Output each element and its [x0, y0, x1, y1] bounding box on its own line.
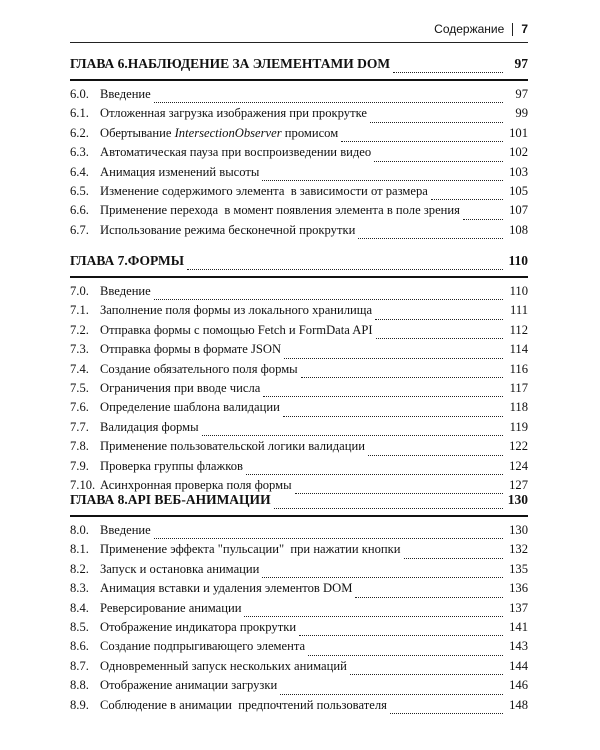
- entry-title: Асинхронная проверка поля формы: [100, 477, 292, 492]
- toc-entry[interactable]: [70, 420, 528, 439]
- toc-entry[interactable]: [70, 639, 528, 658]
- toc-entry[interactable]: [70, 439, 528, 458]
- entry-number: 7.3.: [70, 342, 89, 357]
- entry-page-number: 116: [509, 361, 528, 376]
- entry-number: 6.6.: [70, 203, 89, 218]
- toc-entry[interactable]: [70, 562, 528, 581]
- entry-number: 7.1.: [70, 303, 89, 318]
- entry-page-number: 135: [509, 561, 528, 576]
- entry-title: Применение перехода в момент появления элемента в поле зрения: [100, 203, 460, 218]
- toc-entry[interactable]: [70, 459, 528, 478]
- entry-title: Определение шаблона валидации: [100, 400, 280, 415]
- entry-title: Соблюдение в анимации предпочтений пользователя: [100, 697, 387, 712]
- entry-title-post: промисом: [281, 125, 339, 140]
- chapter-title-prefix: ГЛАВА 8.: [70, 492, 128, 507]
- entry-number: 7.9.: [70, 458, 89, 473]
- entry-page-number: 119: [509, 419, 528, 434]
- entry-title: Отложенная загрузка изображения при прокрутке: [100, 106, 367, 121]
- entry-title: Отправка формы с помощью Fetch и FormData API: [100, 322, 373, 337]
- toc-entry[interactable]: [70, 362, 528, 381]
- entry-number: 6.3.: [70, 145, 89, 160]
- entry-page-number: 137: [509, 600, 528, 615]
- entry-title: Одновременный запуск нескольких анимаций: [100, 658, 347, 673]
- entry-title: Заполнение поля формы из локального хранилища: [100, 303, 373, 318]
- entry-title: Создание подпрыгивающего элемента: [100, 639, 306, 654]
- chapter-heading[interactable]: [70, 56, 528, 76]
- entry-page-number: 146: [509, 678, 528, 693]
- entry-page-number: 143: [509, 639, 528, 654]
- entry-page-number: 144: [509, 658, 528, 673]
- entry-number: 8.8.: [70, 678, 89, 693]
- entry-title: Проверка группы флажков: [100, 458, 243, 473]
- toc-entry[interactable]: [70, 303, 528, 322]
- entry-title: Ограничения при вводе числа: [100, 380, 261, 395]
- dot-leader: [404, 558, 504, 559]
- entry-number: 8.7.: [70, 658, 89, 673]
- dot-leader: [274, 508, 503, 509]
- entry-number: 8.1.: [70, 542, 89, 557]
- dot-leader: [370, 122, 503, 123]
- chapter-7: [70, 253, 528, 497]
- dot-leader: [284, 358, 503, 359]
- toc-entry[interactable]: [70, 284, 528, 303]
- chapter-6: [70, 56, 528, 242]
- dot-leader: [263, 396, 503, 397]
- entry-title: Автоматическая пауза при воспроизведении видео: [100, 145, 372, 160]
- toc-entry[interactable]: [70, 323, 528, 342]
- entry-title: Применение эффекта "пульсации" при нажатии кнопки: [100, 542, 401, 557]
- entry-title: Изменение содержимого элемента в зависимости от размера: [100, 183, 428, 198]
- entry-number: 8.2.: [70, 561, 89, 576]
- toc-entry[interactable]: [70, 203, 528, 222]
- entry-title: Отправка формы в формате JSON: [100, 342, 282, 357]
- dot-leader: [376, 338, 503, 339]
- entry-title-pre: Обертывание: [100, 125, 175, 140]
- toc-entry[interactable]: [70, 223, 528, 242]
- entry-page-number: 118: [509, 400, 528, 415]
- toc-entry[interactable]: [70, 87, 528, 106]
- entry-number: 6.1.: [70, 106, 89, 121]
- chapter-8: [70, 492, 528, 717]
- chapter-heading[interactable]: [70, 492, 528, 512]
- dot-leader: [244, 616, 503, 617]
- toc-entry[interactable]: [70, 620, 528, 639]
- running-header-divider: [512, 23, 513, 36]
- entry-number: 7.4.: [70, 361, 89, 376]
- chapter-divider: [70, 79, 528, 81]
- dot-leader: [202, 435, 503, 436]
- entry-number: 7.0.: [70, 284, 89, 298]
- toc-entry[interactable]: [70, 126, 528, 145]
- dot-leader: [262, 180, 503, 181]
- entry-title: Введение: [100, 523, 151, 537]
- entry-page-number: 97: [515, 87, 528, 101]
- dot-leader: [154, 102, 503, 103]
- toc-entry[interactable]: [70, 601, 528, 620]
- entry-page-number: 112: [509, 322, 528, 337]
- entry-page-number: 141: [509, 619, 528, 634]
- chapter-page-number: 97: [514, 56, 528, 71]
- chapter-page-number: 110: [508, 253, 528, 268]
- entry-page-number: 122: [509, 439, 528, 454]
- entry-title: Отображение индикатора прокрутки: [100, 619, 297, 634]
- dot-leader: [463, 219, 503, 220]
- chapter-title: ФОРМЫ: [127, 253, 185, 268]
- chapter-title-prefix: ГЛАВА 7.: [70, 253, 128, 268]
- entry-page-number: 124: [509, 458, 528, 473]
- entry-number: 6.4.: [70, 164, 89, 179]
- dot-leader: [308, 655, 503, 656]
- dot-leader: [187, 269, 503, 270]
- dot-leader: [246, 474, 503, 475]
- dot-leader: [341, 141, 503, 142]
- chapter-title: НАБЛЮДЕНИЕ ЗА ЭЛЕМЕНТАМИ DOM: [127, 56, 391, 71]
- entry-number: 8.0.: [70, 523, 89, 537]
- entry-page-number: 105: [509, 183, 528, 198]
- toc-entry[interactable]: [70, 381, 528, 400]
- dot-leader: [390, 713, 503, 714]
- chapter-title: API ВЕБ-АНИМАЦИИ: [127, 492, 271, 507]
- dot-leader: [262, 577, 503, 578]
- entry-page-number: 132: [509, 542, 528, 557]
- entry-page-number: 107: [509, 203, 528, 218]
- toc-entry[interactable]: [70, 400, 528, 419]
- entry-title: Запуск и остановка анимации: [100, 561, 260, 576]
- entry-number: 6.2.: [70, 125, 89, 140]
- running-header: [70, 22, 528, 43]
- entry-page-number: 101: [509, 125, 528, 140]
- entry-number: 7.6.: [70, 400, 89, 415]
- entry-title: Создание обязательного поля формы: [100, 361, 298, 376]
- dot-leader: [368, 455, 503, 456]
- running-header-page-number: 7: [521, 22, 528, 36]
- dot-leader: [154, 299, 503, 300]
- entry-number: 8.3.: [70, 581, 89, 596]
- entry-page-number: 111: [510, 303, 528, 318]
- entry-page-number: 130: [509, 523, 528, 537]
- entry-page-number: 103: [509, 164, 528, 179]
- dot-leader: [375, 319, 503, 320]
- entry-page-number: 108: [509, 222, 528, 237]
- entry-page-number: 110: [509, 284, 528, 298]
- entry-number: 7.8.: [70, 439, 89, 454]
- entry-number: 8.5.: [70, 619, 89, 634]
- toc-entry[interactable]: [70, 184, 528, 203]
- toc-entry[interactable]: [70, 678, 528, 697]
- toc-entry[interactable]: [70, 106, 528, 125]
- dot-leader: [350, 674, 503, 675]
- toc-entry[interactable]: [70, 698, 528, 717]
- toc-entry[interactable]: [70, 145, 528, 164]
- entry-number: 6.7.: [70, 222, 89, 237]
- dot-leader: [299, 635, 503, 636]
- entry-page-number: 127: [509, 477, 528, 492]
- toc-entry[interactable]: [70, 165, 528, 184]
- dot-leader: [355, 597, 503, 598]
- dot-leader: [358, 238, 503, 239]
- entry-title: Использование режима бесконечной прокрутки: [100, 222, 356, 237]
- dot-leader: [374, 161, 503, 162]
- entry-page-number: 136: [509, 581, 528, 596]
- running-header-section: Содержание: [434, 22, 505, 36]
- entry-number: 8.4.: [70, 600, 89, 615]
- entry-number: 7.2.: [70, 322, 89, 337]
- entry-page-number: 99: [515, 106, 528, 121]
- chapter-page-number: 130: [507, 492, 528, 507]
- entry-title: Введение: [100, 284, 151, 298]
- entry-page-number: 102: [509, 145, 528, 160]
- chapter-heading[interactable]: [70, 253, 528, 273]
- dot-leader: [393, 72, 503, 73]
- chapter-title-prefix: ГЛАВА 6.: [70, 56, 128, 71]
- toc-entry[interactable]: [70, 659, 528, 678]
- chapter-divider: [70, 515, 528, 517]
- dot-leader: [431, 199, 503, 200]
- entry-title: [100, 126, 338, 141]
- entry-number: 7.5.: [70, 380, 89, 395]
- entry-title-code: IntersectionObserver: [174, 125, 282, 140]
- entry-title: Реверсирование анимации: [100, 600, 242, 615]
- entry-number: 6.5.: [70, 183, 89, 198]
- toc-entry[interactable]: [70, 542, 528, 561]
- chapter-divider: [70, 276, 528, 278]
- entry-page-number: 148: [509, 697, 528, 712]
- entry-number: 6.0.: [70, 87, 89, 101]
- dot-leader: [154, 538, 503, 539]
- entry-number: 8.6.: [70, 639, 89, 654]
- toc-entry[interactable]: [70, 581, 528, 600]
- dot-leader: [280, 694, 503, 695]
- entry-number: 7.10.: [70, 477, 96, 492]
- entry-title: Анимация изменений высоты: [100, 164, 260, 179]
- entry-page-number: 114: [509, 342, 528, 357]
- entry-title: Отображение анимации загрузки: [100, 678, 278, 693]
- entry-title: Введение: [100, 87, 151, 101]
- entry-number: 8.9.: [70, 697, 89, 712]
- dot-leader: [283, 416, 503, 417]
- entry-title: Применение пользовательской логики валидации: [100, 439, 365, 454]
- entry-number: 7.7.: [70, 419, 89, 434]
- entry-title: Анимация вставки и удаления элементов DOM: [100, 581, 353, 596]
- entry-page-number: 117: [509, 380, 528, 395]
- toc-entry[interactable]: [70, 523, 528, 542]
- toc-entry[interactable]: [70, 342, 528, 361]
- dot-leader: [301, 377, 503, 378]
- entry-title: Валидация формы: [100, 419, 199, 434]
